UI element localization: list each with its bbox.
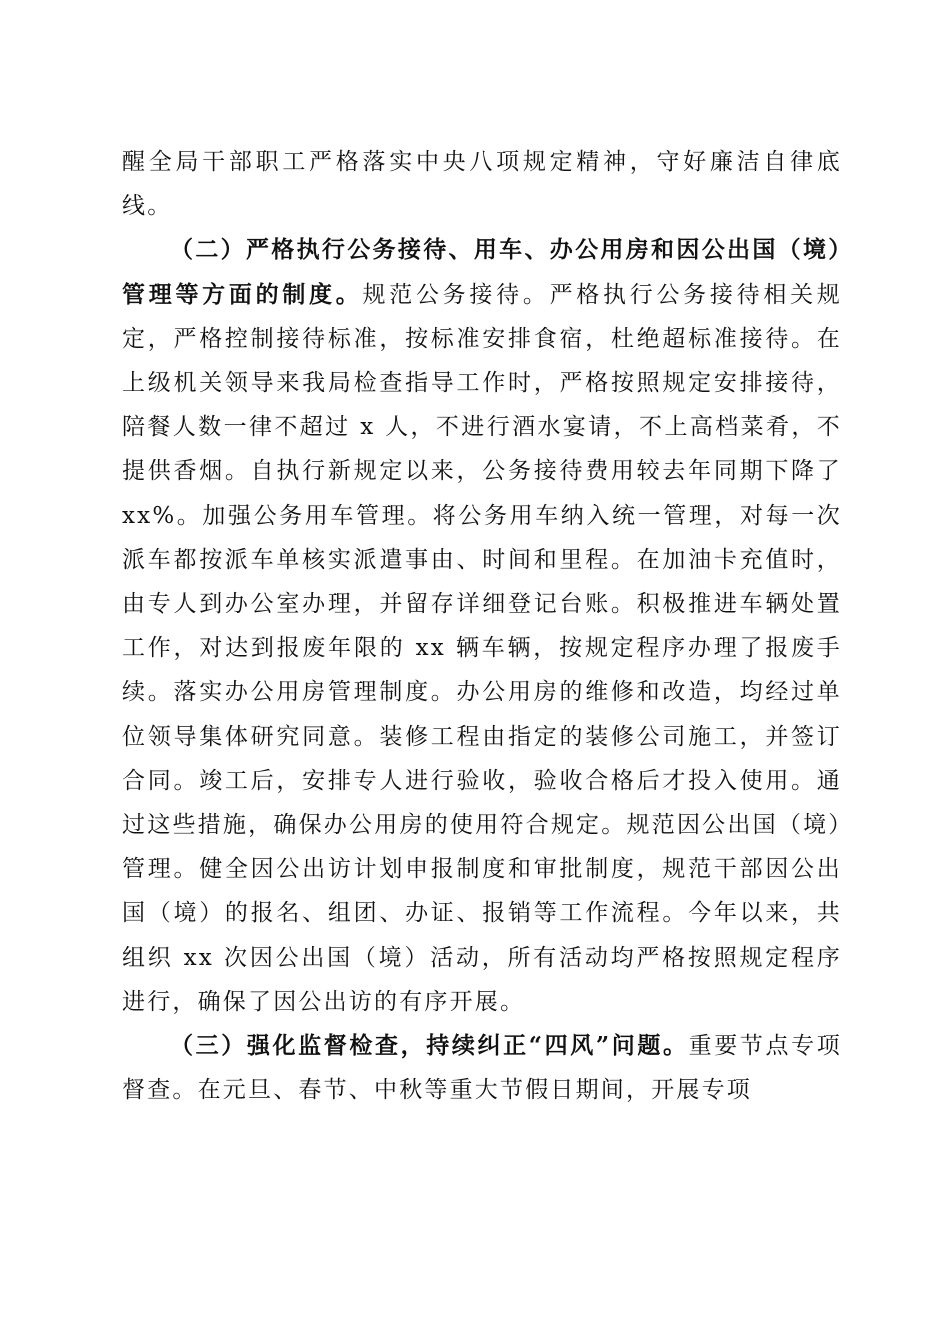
paragraph-text: 醒全局干部职工严格落实中央八项规定精神，守好廉洁自律底线。 [122, 149, 842, 220]
paragraph-text: 规范公务接待。严格执行公务接待相关规定，严格控制接待标准，按标准安排食宿，杜绝超标准接待。在上级机关领导来我局检查指导工作时，严格按照规定安排接待，陪餐人数一律不超过 x 人，不进行酒水宴请，不上高档菜肴，不提供香烟。自执行新规定以来，公务接待费用较去年同期下降了 xx%。加强公务用车管理。将公务用车纳入统一管理，对每一次派车都按派车单核实派遣事由、时间和里程。在加油卡充值时，由专人到办公室办理，并留存详细登记台账。积极推进车辆处置工作，对达到报废年限的 xx 辆车辆，按规定程序办理了报废手续。落实办公用房管理制度。办公用房的维修和改造，均经过单位领导集体研究同意。装修工程由指定的装修公司施工，并签订合同。竣工后，安排专人进行验收，验收合格后才投入使用。通过这些措施，确保办公用房的使用符合规定。规范因公出国（境）管理。健全因公出访计划申报制度和审批制度，规范干部因公出国（境）的报名、组团、办证、报销等工作流程。今年以来，共组织 xx 次因公出国（境）活动，所有活动均严格按照规定程序进行，确保了因公出访的有序开展。 [122, 281, 842, 1015]
paragraph-section-2 [122, 228, 842, 1024]
paragraph-section-3 [122, 1024, 842, 1112]
paragraph-continuation [122, 140, 842, 228]
paragraph-text: 重要节点专项督查。在元旦、春节、中秋等重大节假日期间，开展专项 [122, 1033, 842, 1104]
section-heading: （三）强化监督检查，持续纠正“四风”问题。 [170, 1032, 689, 1060]
document-body [122, 140, 842, 1112]
section-heading: （二）严格执行公务接待、用车、办公用房和因公出国（境）管理等方面的制度。 [122, 236, 842, 308]
